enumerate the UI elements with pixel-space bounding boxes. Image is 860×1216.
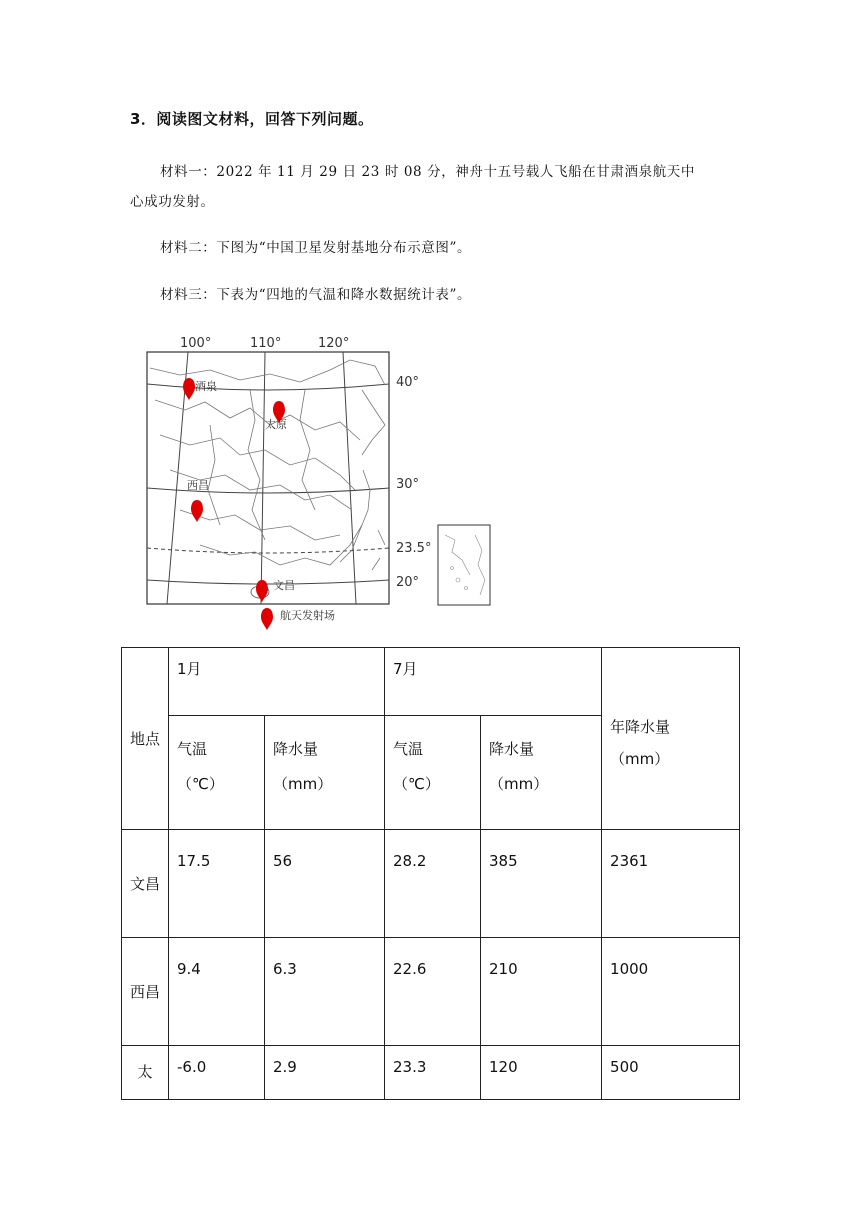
table-row: [122, 830, 740, 938]
material1-line1: 材料一：2022 年 11 月 29 日 23 时 08 分，神舟十五号载人飞船在甘肃酒泉航天中: [160, 164, 695, 180]
table-row: [122, 1046, 740, 1100]
annual-cell: 500: [602, 1046, 740, 1100]
jan-header: 1月: [169, 648, 385, 716]
label-wenchang: 文昌: [273, 579, 295, 592]
jul-temp-cell: 23.3: [385, 1046, 481, 1100]
lat-label-23-5: 23.5°: [396, 541, 432, 556]
jul-precip-header: [481, 716, 602, 830]
label-xichang: 西昌: [187, 479, 209, 492]
question-title: 3．阅读图文材料，回答下列问题。: [130, 110, 374, 128]
annual-cell: 1000: [602, 938, 740, 1046]
jul-precip-label: 降水量: [489, 740, 535, 758]
jul-header: 7月: [385, 648, 602, 716]
jul-precip-cell: 120: [481, 1046, 602, 1100]
jan-temp-label: 气温: [177, 740, 208, 758]
label-jiuquan: 酒泉: [195, 380, 217, 393]
jan-precip-cell: 6.3: [265, 938, 385, 1046]
place-cell: 太: [122, 1046, 169, 1100]
annual-precip-unit: （mm）: [610, 749, 670, 768]
legend-label: 航天发射场: [280, 609, 335, 622]
lat-label-30: 30°: [396, 477, 420, 492]
place-cell: 西昌: [122, 938, 169, 1046]
place-cell: 文昌: [122, 830, 169, 938]
jul-temp-label: 气温: [393, 740, 424, 758]
jan-precip-label: 降水量: [273, 740, 319, 758]
jul-precip-unit: （mm）: [489, 775, 549, 793]
legend-marker-icon: [261, 608, 273, 630]
material3: 材料三：下表为“四地的气温和降水数据统计表”。: [160, 287, 472, 303]
material1-line2: 心成功发射。: [130, 194, 215, 210]
jan-precip-unit: （mm）: [273, 775, 333, 793]
jul-precip-cell: 210: [481, 938, 602, 1046]
material2: 材料二：下图为“中国卫星发射基地分布示意图”。: [160, 240, 472, 256]
south-china-sea-inset: [438, 525, 490, 605]
lon-label-120: 120°: [318, 336, 350, 351]
annual-cell: 2361: [602, 830, 740, 938]
jul-temp-cell: 22.6: [385, 938, 481, 1046]
jul-temp-header: [385, 716, 481, 830]
jan-temp-cell: -6.0: [169, 1046, 265, 1100]
place-header: 地点: [122, 648, 169, 830]
lon-label-100: 100°: [180, 336, 212, 351]
climate-data-table: [121, 647, 740, 1100]
lon-label-110: 110°: [250, 336, 282, 351]
lat-label-40: 40°: [396, 375, 420, 390]
jan-temp-cell: 17.5: [169, 830, 265, 938]
jan-temp-unit: （℃）: [177, 775, 224, 793]
jan-temp-header: [169, 716, 265, 830]
lat-label-20: 20°: [396, 575, 420, 590]
jan-precip-header: [265, 716, 385, 830]
jul-temp-unit: （℃）: [393, 775, 440, 793]
jan-precip-cell: 56: [265, 830, 385, 938]
label-taiyuan: 太原: [265, 418, 287, 431]
annual-precip-label: 年降水量: [610, 717, 671, 736]
satellite-launch-base-map: [140, 330, 520, 630]
jan-temp-cell: 9.4: [169, 938, 265, 1046]
annual-precip-header: [602, 648, 740, 830]
jul-temp-cell: 28.2: [385, 830, 481, 938]
table-row: [122, 938, 740, 1046]
jul-precip-cell: 385: [481, 830, 602, 938]
jan-precip-cell: 2.9: [265, 1046, 385, 1100]
